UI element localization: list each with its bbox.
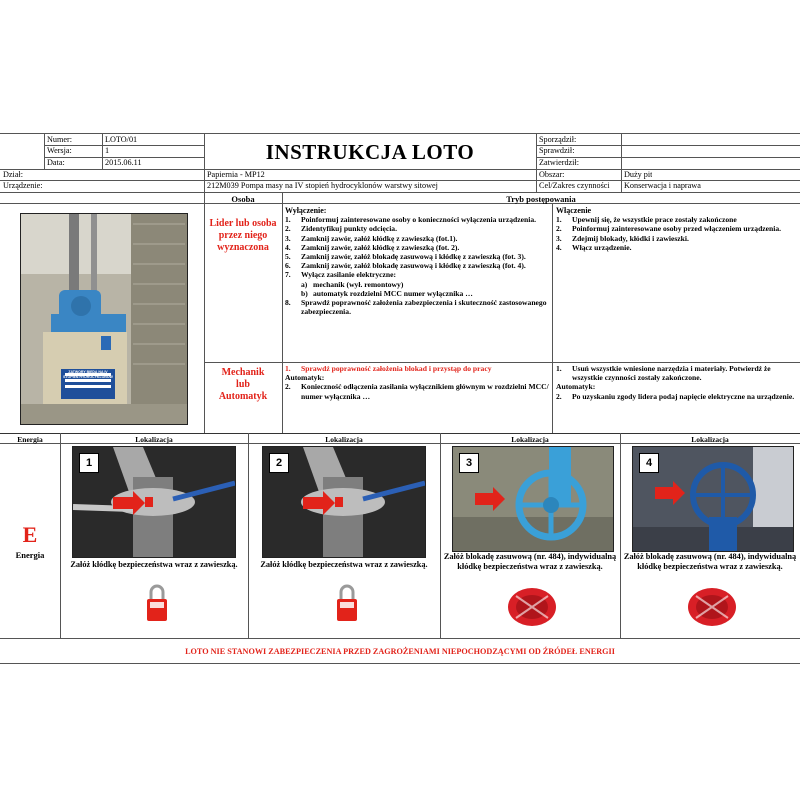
padlock-icon bbox=[336, 584, 358, 629]
photo-caption-2: Załóż kłódkę bezpieczeństwa wraz z zawieszką. bbox=[260, 560, 428, 569]
wlaczenie-step: 4. Włącz urządzenie. bbox=[556, 242, 632, 252]
photo-number-1: 1 bbox=[79, 453, 99, 473]
lokalizacja-header-2: Lokalizacja bbox=[325, 435, 363, 444]
energy-label: Energia bbox=[15, 550, 45, 560]
energy-vline bbox=[620, 433, 621, 638]
cel-label: Cel/Zakres czynności bbox=[539, 181, 610, 190]
table-vline bbox=[552, 203, 553, 433]
header-line bbox=[0, 169, 800, 170]
urzadzenie-value: 212M039 Pompa masy na IV stopień hydrocyklonów warstwy sitowej bbox=[207, 181, 438, 190]
data-value: 2015.06.11 bbox=[105, 158, 142, 167]
mech-step-1: 1. Sprawdź poprawność założenia blokad i przystąp do pracy bbox=[285, 364, 492, 373]
wersja-value: 1 bbox=[105, 146, 110, 155]
header-top-line bbox=[0, 133, 800, 134]
lockout-photo-4 bbox=[632, 446, 794, 552]
photo-number-3: 3 bbox=[459, 453, 479, 473]
table-line bbox=[0, 433, 800, 434]
tryb-header: Tryb postępowania bbox=[506, 194, 576, 204]
photo-number-2: 2 bbox=[269, 453, 289, 473]
wlaczenie-step: 3. Zdejmij blokady, kłódki i zawieszki. bbox=[556, 233, 689, 243]
wylaczenie-step: 8. Sprawdź poprawność założenia zabezpieczenia i skuteczność zastosowanego zabezpieczenia. bbox=[285, 298, 547, 317]
zasilanie-substep: b) automatyk rozdzielni MCC numer wyłącznika … bbox=[301, 288, 473, 298]
wylaczenie-list bbox=[285, 215, 549, 316]
footer-warning: LOTO NIE STANOWI ZABEZPIECZENIA PRZED ZAGROŻENIAMI NIEPOCHODZĄCYMI OD ŹRÓDEŁ ENERGII bbox=[185, 647, 615, 656]
zatwierdzil-label: Zatwierdził: bbox=[539, 158, 580, 167]
wersja-label: Wersja: bbox=[47, 146, 72, 155]
padlock-icon bbox=[146, 584, 168, 629]
pump-photo-sign: ZATWORY BIEDĄ NA IV STOPIEŃ HYDROCYKLONÓW WARSTWY SITOWEJ bbox=[63, 370, 113, 383]
wlaczenie-step: 2. Poinformuj zainteresowane osoby przed włączeniem urządzenia. bbox=[556, 224, 782, 234]
obszar-label: Obszar: bbox=[539, 170, 565, 179]
automatyk-label: Automatyk: bbox=[285, 373, 325, 383]
photo-caption-4: Załóż blokadę zasuwową (nr. 484), indywidualną kłódkę bezpieczeństwa wraz z zawieszką. bbox=[623, 552, 797, 571]
dzial-label: Dział: bbox=[3, 170, 24, 179]
lockout-photo-1 bbox=[72, 446, 236, 558]
wylaczenie-step: 3. Zamknij zawór, załóż kłódkę z zawieszką (fot.1). bbox=[285, 233, 458, 243]
data-label: Data: bbox=[47, 158, 65, 167]
photo-caption-3: Załóż blokadę zasuwową (nr. 484), indywidualną kłódkę bezpieczeństwa wraz z zawieszką. bbox=[443, 552, 617, 571]
table-vline bbox=[282, 192, 283, 433]
wlaczenie-step: 1. Upewnij się, że wszystkie prace zostały zakończone bbox=[556, 215, 737, 225]
mechanik-right-block bbox=[556, 364, 796, 401]
mechanik-label: Mechanik lub Automatyk bbox=[218, 367, 268, 402]
header-line bbox=[536, 145, 800, 146]
wylaczenie-step: 5. Zamknij zawór, załóż blokadę zasuwową i kłódkę z zawieszką (fot. 3). bbox=[285, 252, 526, 262]
wylaczenie-step: 6. Zamknij zawór, załóż blokadę zasuwową i kłódkę z zawieszką (fot. 4). bbox=[285, 261, 526, 271]
photo-number-4: 4 bbox=[639, 453, 659, 473]
wlaczenie-title: Włączenie bbox=[556, 206, 592, 215]
wylaczenie-block bbox=[285, 206, 549, 316]
wylaczenie-step: 4. Zamknij zawór, załóż kłódkę z zawieszką (fot. 2). bbox=[285, 242, 460, 252]
valve-lockout-icon bbox=[506, 586, 558, 633]
cel-value: Konserwacja i naprawa bbox=[624, 181, 701, 190]
energy-vline bbox=[440, 433, 441, 638]
wlaczenie-block bbox=[556, 206, 796, 252]
sporzadzil-label: Sporządził: bbox=[539, 135, 577, 144]
sprawdzil-label: Sprawdził: bbox=[539, 146, 575, 155]
numer-label: Numer: bbox=[47, 135, 73, 144]
wylaczenie-step: 1. Poinformuj zainteresowane osoby o konieczności wyłączenia urządzenia. bbox=[285, 215, 537, 225]
wylaczenie-title: Wyłączenie: bbox=[285, 206, 327, 215]
pump-photo-illustration bbox=[21, 214, 187, 424]
photo-caption-1: Załóż kłódkę bezpieczeństwa wraz z zawieszką. bbox=[70, 560, 238, 569]
energy-vline bbox=[60, 433, 61, 638]
energia-header: Energia bbox=[17, 435, 43, 444]
dzial-value: Papiernia - MP12 bbox=[207, 170, 265, 179]
numer-value: LOTO/01 bbox=[105, 135, 138, 144]
lokalizacja-header-4: Lokalizacja bbox=[691, 435, 729, 444]
lider-label: Lider lub osoba przez niego wyznaczona bbox=[209, 218, 277, 253]
valve-lockout-icon bbox=[686, 586, 738, 633]
lockout-photo-2 bbox=[262, 446, 426, 558]
footer-line bbox=[0, 663, 800, 664]
urzadzenie-label: Urządzenie: bbox=[3, 181, 43, 190]
energy-line bbox=[0, 638, 800, 639]
osoba-header: Osoba bbox=[231, 194, 255, 204]
zasilanie-substep: a) mechanik (wył. remontowy) bbox=[301, 279, 404, 289]
lokalizacja-header-1: Lokalizacja bbox=[135, 435, 173, 444]
energy-letter: E bbox=[22, 522, 38, 547]
wylaczenie-step: 2. Zidentyfikuj punkty odcięcia. bbox=[285, 224, 397, 234]
energy-vline bbox=[248, 433, 249, 638]
header-line bbox=[0, 192, 800, 193]
obszar-value: Duży pit bbox=[624, 170, 653, 179]
mech-right-step-2: 2. Po uzyskaniu zgody lidera podaj napięcie elektryczne na urządzenie. bbox=[556, 391, 795, 401]
mech-right-step-1: 1. Usuń wszystkie wniesione narzędzia i materiały. Potwierdź że wszystkie czynności zostały zakończone. bbox=[556, 364, 771, 383]
mechanik-left-block bbox=[285, 364, 549, 401]
wylaczenie-step: 7. Wyłącz zasilanie elektryczne: bbox=[285, 270, 397, 280]
lokalizacja-header-3: Lokalizacja bbox=[511, 435, 549, 444]
lockout-photo-3 bbox=[452, 446, 614, 552]
wlaczenie-list bbox=[556, 215, 796, 252]
pump-photo bbox=[20, 213, 188, 425]
table-line bbox=[204, 362, 800, 363]
page-title: INSTRUKCJA LOTO bbox=[265, 140, 475, 164]
mech-right-automatyk: Automatyk: bbox=[556, 382, 596, 392]
mech-step-2: 2. Konieczność odłączenia zasilania wyłącznikiem głównym w rozdzielni MCC/ numer wyłącznika … bbox=[285, 382, 549, 401]
